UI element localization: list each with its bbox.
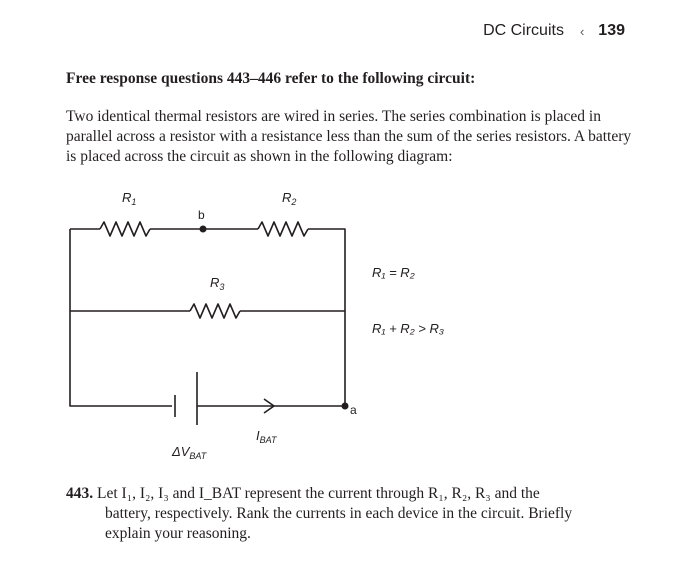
node-a-label: a [350, 403, 357, 417]
resistor-r1 [100, 222, 150, 236]
resistor-r2 [258, 222, 308, 236]
r3-label: $R_3$ [210, 275, 225, 292]
equation-r1-r2: R₁ = R₂ [372, 265, 415, 280]
chevron-left-icon: ‹ [579, 23, 585, 39]
r2-label: $R_2$ [282, 190, 297, 207]
intro-heading: Free response questions 443–446 refer to the following circuit: [66, 70, 476, 87]
question-443 [66, 484, 641, 544]
node-b-label: b [198, 208, 205, 222]
page-number: 139 [598, 22, 625, 39]
question-number: 443. [66, 485, 94, 502]
wire-top-right [308, 229, 345, 406]
question-text-line1: Let I₁, I₂, I₃ and I_BAT represent the current through R₁, R₂, R₃ and the [97, 485, 540, 502]
battery-label: $\Delta V_{BAT}$ [172, 444, 207, 461]
r1-label: $R_1$ [122, 190, 137, 207]
question-text-line3: explain your reasoning. [105, 525, 251, 542]
problem-paragraph: Two identical thermal resistors are wired in series. The series combination is placed in parallel across a resistor with a resistance less than the sum of the series resistors. A battery is placed across the circuit as shown in the following diagram: [66, 108, 632, 165]
section-title: DC Circuits [483, 22, 564, 39]
node-a-dot [342, 403, 349, 410]
node-b-dot [200, 226, 207, 233]
equation-sum-r3: R₁ + R₂ > R₃ [372, 321, 445, 336]
resistor-r3 [190, 304, 240, 318]
current-label: $I_{BAT}$ [256, 428, 277, 445]
question-text-line2: battery, respectively. Rank the currents in each device in the circuit. Briefly [105, 505, 573, 522]
wire-left [70, 229, 172, 406]
